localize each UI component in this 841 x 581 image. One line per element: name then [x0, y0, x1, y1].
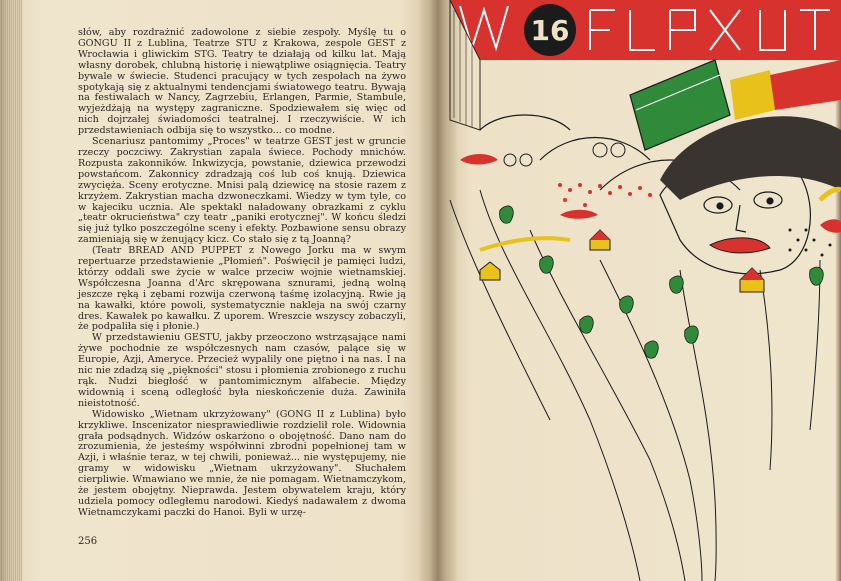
paragraph: W przedstawieniu GESTU, jakby przeoczono wstrząsające nami żywe pochodnie ze współczesnych nam czasów, palące się w Europie, Azji, Ameryce. Przecież wypalily one piętno i na nas. I na nic nie zdadzą się „piękności" stosu i płomienia zrobionego z ruchu rąk. Nudzi biegłość w pantomimicznym alfabecie. Między widownią i sceną odległość była nieskończenie duża. Zawiniła nieistotność. — [78, 332, 406, 409]
paragraph: słów, aby rozdrażnić zadowolone z siebie zespoły. Myślę tu o GONGU II z Lublina, Teatrze STU z Krakowa, zespole GEST z Wrocławia i gliwickim STG. Teatry te działają od kilku lat. Mają własny dorobek, chlubną historię i niewątpliwe osiągnięcia. Teatry bywale w świecie. Studenci pracujący w tych zespołach na żywo spotykają się z aktualnymi tendencjami światowego teatru. Bywają na festiwalach w Nancy, Zagrzebiu, Erlangen, Parmie, Stambule, wyjeżdżają na występy zagraniczne. Spodziewałem się więc od nich dojrzałej świadomości teatralnej. I rzeczywiście. W ich przedstawieniach odbija się to wszystko... co modne. — [78, 27, 406, 137]
dots — [558, 183, 652, 207]
face — [704, 192, 782, 232]
left-page-text — [78, 28, 406, 568]
illustration — [440, 0, 841, 581]
lips — [710, 238, 770, 253]
paragraph: (Teatr BREAD AND PUPPET z Nowego Jorku ma w swym repertuarze przedstawienie „Płomień". Poświęcił je pamięci ludzi, którzy oddali swe życie w walce przeciw wojnie wietnamskiej. Współczesna Joanna d'Arc skrępowana sznurami, jedną wolną jeszcze ręką i zębami rozwija czerwoną taśmę izolacyjną. Rwie ją na kawałki, które powoli, systematycznie nakleja na swój czarny dres. Kawałek po kawałku. Z uporem. Wreszcie wszyscy zobaczyli, że podpaliła się i płonie.) — [78, 245, 406, 333]
banner-number — [524, 4, 576, 56]
page-number: 256 — [78, 536, 98, 547]
paragraph: Scenariusz pantomimy „Proces" w teatrze GEST jest w gruncie rzeczy poczciwy. Zakrystian zapala świece. Pochody mnichów. Rozpusta zakonników. Inkwizycja, powstanie, dziewica przewodzi powstańcom. Zakonnicy zdradzają coś lub coś knują. Dziewica zwycięża. Sceny erotyczne. Mnisi palą dziewicę na stosie razem z krzyżem. Zakrystian macha dzwoneczkami. Wiedzy w tym tyle, co w kajeciku ucznia. Ale spektakl naładowany obrazkami z cyklu „teatr okrucieństwa" czy teatr „paniki erotycznej". W końcu śledzi się już tylko poszczególne sceny i efekty. Pozbawione sensu obrazy zamieniają się w żenujący kicz. Co stało się z tą Joanną? — [78, 136, 406, 246]
page-edges — [0, 0, 22, 581]
paragraph: Widowisko „Wietnam ukrzyżowany" (GONG II z Lublina) było krzykliwe. Inscenizator niesprawiedliwie rozdzielił role. Widownia grała podsądnych. Widzów oskarżono o obojętność. Dano nam do zrozumienia, że jesteśmy współwinni zbrodni popełnionej tam w Azji, i właśnie teraz, w tej chwili, ponieważ... nie występujemy, nie gramy w widowisku „Wietnam ukrzyżowany". Słuchałem cierpliwie. Wmawiano we mnie, że nie pomagam. Wietnamczykom, że jestem obojętny. Nieprawda. Jestem obywatelem kraju, który udziela pomocy odległemu narodowi. Kiedyś nadawałem z dwoma Wietnamczykami paczki do Hanoi. Byli w urzę- — [78, 408, 406, 518]
number-16: 16 — [530, 14, 570, 47]
